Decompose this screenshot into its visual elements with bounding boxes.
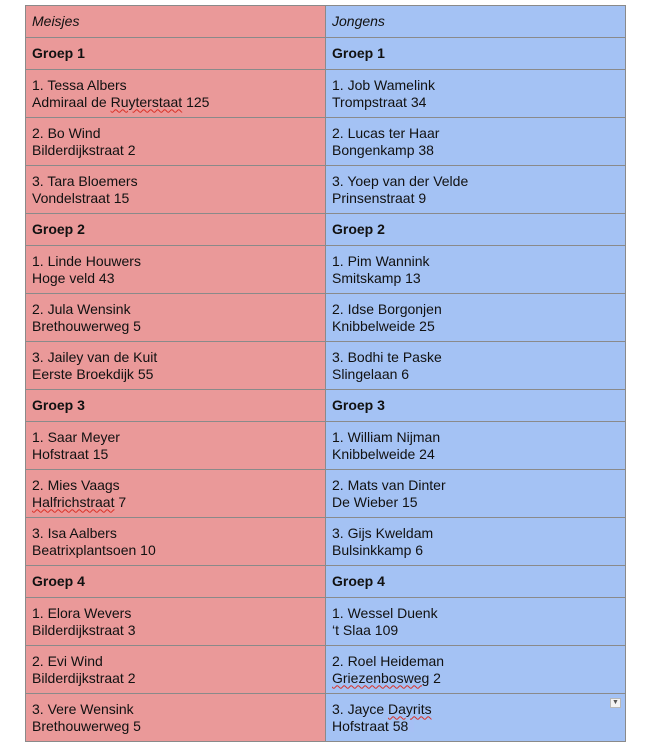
boy-cell[interactable] xyxy=(326,70,626,118)
student-address: Bilderdijkstraat 2 xyxy=(32,669,136,686)
group-row xyxy=(26,38,626,70)
spellcheck-word[interactable]: Dayrits xyxy=(388,700,432,717)
student-address: Eerste Broekdijk 55 xyxy=(32,365,154,382)
student-address: Brethouwerweg 5 xyxy=(32,717,141,734)
student-name: 2. Jula Wensink xyxy=(32,300,131,317)
girl-cell[interactable] xyxy=(26,694,326,742)
student-name: 2. Bo Wind xyxy=(32,124,101,141)
girl-cell[interactable] xyxy=(26,646,326,694)
student-name: 1. Tessa Albers xyxy=(32,76,127,93)
student-address: Bongenkamp 38 xyxy=(332,141,434,158)
girl-cell[interactable] xyxy=(26,342,326,390)
boy-cell[interactable] xyxy=(326,518,626,566)
boys-group-cell[interactable]: Groep 3 xyxy=(326,390,626,422)
boys-header-cell[interactable]: Jongens xyxy=(326,6,626,38)
student-address: Bilderdijkstraat 2 xyxy=(32,141,136,158)
student-address: Knibbelweide 24 xyxy=(332,445,435,462)
girl-cell[interactable] xyxy=(26,598,326,646)
student-name: 2. Mats van Dinter xyxy=(332,476,446,493)
student-name: 3. Tara Bloemers xyxy=(32,172,138,189)
table-row xyxy=(26,70,626,118)
boy-cell-selected[interactable] xyxy=(326,694,626,742)
girl-cell[interactable] xyxy=(26,246,326,294)
student-address: Halfrichstraat 7 xyxy=(32,493,127,510)
table-row xyxy=(26,118,626,166)
student-address: ‘t Slaa 109 xyxy=(332,621,399,638)
table-row xyxy=(26,422,626,470)
student-name: 2. Roel Heideman xyxy=(332,652,445,669)
student-name: 1. Pim Wannink xyxy=(332,252,430,269)
table-row xyxy=(26,646,626,694)
student-address: Vondelstraat 15 xyxy=(32,189,130,206)
boy-cell[interactable] xyxy=(326,422,626,470)
table-row xyxy=(26,342,626,390)
girls-group-cell[interactable]: Groep 4 xyxy=(26,566,326,598)
girl-cell[interactable] xyxy=(26,166,326,214)
student-name: 3. Vere Wensink xyxy=(32,700,134,717)
student-address: Griezenbosweg 2 xyxy=(332,669,441,686)
student-address: Bilderdijkstraat 3 xyxy=(32,621,136,638)
boy-cell[interactable] xyxy=(326,646,626,694)
student-address: Trompstraat 34 xyxy=(332,93,427,110)
girl-cell[interactable] xyxy=(26,422,326,470)
student-name: 1. Saar Meyer xyxy=(32,428,120,445)
girl-cell[interactable] xyxy=(26,118,326,166)
boys-group-cell[interactable]: Groep 2 xyxy=(326,214,626,246)
boys-group-cell[interactable]: Groep 4 xyxy=(326,566,626,598)
group-row xyxy=(26,390,626,422)
student-address: Smitskamp 13 xyxy=(332,269,421,286)
boy-cell[interactable] xyxy=(326,598,626,646)
student-name: 2. Idse Borgonjen xyxy=(332,300,442,317)
student-address: Bulsinkkamp 6 xyxy=(332,541,424,558)
girls-group-cell[interactable]: Groep 3 xyxy=(26,390,326,422)
girls-group-cell[interactable]: Groep 1 xyxy=(26,38,326,70)
table-row xyxy=(26,598,626,646)
student-address: Prinsenstraat 9 xyxy=(332,189,427,206)
table-row xyxy=(26,246,626,294)
girls-header-cell[interactable]: Meisjes xyxy=(26,6,326,38)
student-name: 1. Job Wamelink xyxy=(332,76,435,93)
student-address: Admiraal de Ruyterstaat 125 xyxy=(32,93,210,110)
text-selection-marker xyxy=(408,720,414,732)
student-name: 1. William Nijman xyxy=(332,428,441,445)
student-name: 1. Linde Houwers xyxy=(32,252,141,269)
student-address: Hofstraat 15 xyxy=(32,445,109,462)
student-name: 3. Jayce Dayrits xyxy=(332,700,432,717)
boy-cell[interactable] xyxy=(326,246,626,294)
student-name: 3. Bodhi te Paske xyxy=(332,348,442,365)
table-row xyxy=(26,166,626,214)
girl-cell[interactable] xyxy=(26,470,326,518)
boy-cell[interactable] xyxy=(326,470,626,518)
student-name: 3. Yoep van der Velde xyxy=(332,172,469,189)
girls-group-cell[interactable]: Groep 2 xyxy=(26,214,326,246)
student-name: 3. Gijs Kweldam xyxy=(332,524,434,541)
student-name: 3. Jailey van de Kuit xyxy=(32,348,158,365)
student-name: 1. Elora Wevers xyxy=(32,604,132,621)
student-name: 3. Isa Aalbers xyxy=(32,524,117,541)
group-row xyxy=(26,214,626,246)
student-table xyxy=(25,5,626,742)
student-name: 2. Evi Wind xyxy=(32,652,103,669)
boy-cell[interactable] xyxy=(326,294,626,342)
boy-cell[interactable] xyxy=(326,118,626,166)
student-address: Beatrixplantsoen 10 xyxy=(32,541,156,558)
triangle-down-icon[interactable]: ▼ xyxy=(610,698,621,708)
student-name: 2. Mies Vaags xyxy=(32,476,120,493)
spellcheck-word[interactable]: Griezenbosweg xyxy=(332,669,430,686)
student-name: 1. Wessel Duenk xyxy=(332,604,438,621)
header-row xyxy=(26,6,626,38)
spellcheck-word[interactable]: Halfrichstraat xyxy=(32,493,115,510)
boy-cell[interactable] xyxy=(326,166,626,214)
spellcheck-word[interactable]: Ruyterstaat xyxy=(110,93,183,110)
girl-cell[interactable] xyxy=(26,70,326,118)
group-row xyxy=(26,566,626,598)
student-address: Hoge veld 43 xyxy=(32,269,115,286)
table-row xyxy=(26,518,626,566)
table-row xyxy=(26,470,626,518)
girl-cell[interactable] xyxy=(26,518,326,566)
table-row xyxy=(26,294,626,342)
boy-cell[interactable] xyxy=(326,342,626,390)
student-address: Knibbelweide 25 xyxy=(332,317,435,334)
student-name: 2. Lucas ter Haar xyxy=(332,124,440,141)
table-row xyxy=(26,694,626,742)
student-address: Brethouwerweg 5 xyxy=(32,317,141,334)
student-address: De Wieber 15 xyxy=(332,493,418,510)
girl-cell[interactable] xyxy=(26,294,326,342)
student-address: Slingelaan 6 xyxy=(332,365,410,382)
student-address: Hofstraat 58 xyxy=(332,718,619,735)
boys-group-cell[interactable]: Groep 1 xyxy=(326,38,626,70)
